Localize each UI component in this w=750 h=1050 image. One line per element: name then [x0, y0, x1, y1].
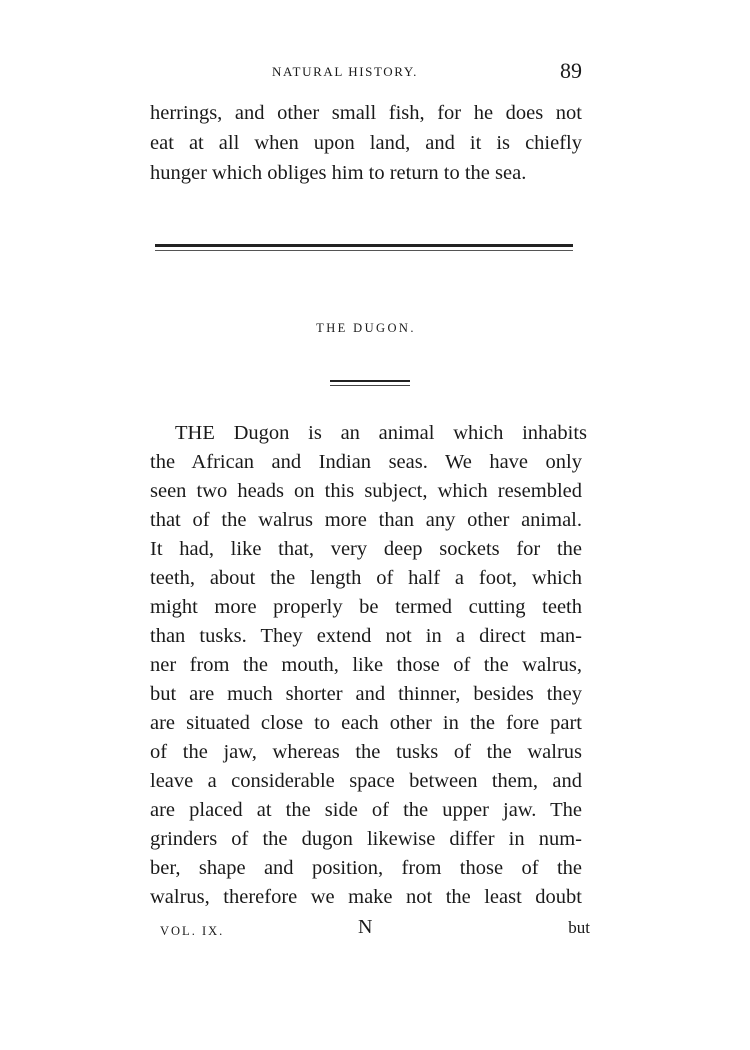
text-line: ber, shape and position, from those of the	[150, 857, 582, 879]
text-line: but are much shorter and thinner, besides they	[150, 683, 582, 705]
text-line: It had, like that, very deep sockets for the	[150, 538, 582, 560]
page-number: 89	[560, 58, 582, 83]
section-divider-rule	[155, 244, 573, 247]
text-line: of the jaw, whereas the tusks of the walrus	[150, 741, 582, 763]
text-line: are placed at the side of the upper jaw. The	[150, 799, 582, 821]
heading-ornament-rule	[330, 380, 410, 382]
text-line: hunger which obliges him to return to the sea.	[150, 162, 527, 184]
text-line-first: THE Dugon is an animal which inhabits	[175, 422, 587, 444]
text-line: might more properly be termed cutting teeth	[150, 596, 582, 618]
text-line: leave a considerable space between them, and	[150, 770, 582, 792]
text-line: eat at all when upon land, and it is chiefly	[150, 132, 582, 154]
running-head	[150, 58, 590, 84]
section-heading: THE DUGON.	[316, 321, 416, 335]
running-title: NATURAL HISTORY.	[272, 64, 418, 79]
text-line: teeth, about the length of half a foot, which	[150, 567, 582, 589]
text-line: the African and Indian seas. We have only	[150, 451, 582, 473]
text-line: are situated close to each other in the fore part	[150, 712, 582, 734]
volume-signature: VOL. IX.	[160, 924, 225, 938]
text-line: seen two heads on this subject, which resembled	[150, 480, 582, 502]
text-line: herrings, and other small fish, for he does not	[150, 102, 582, 124]
text-line: that of the walrus more than any other animal.	[150, 509, 582, 531]
text-line: than tusks. They extend not in a direct man-	[150, 625, 582, 647]
signature-mark: N	[358, 916, 373, 938]
text-line: grinders of the dugon likewise differ in num-	[150, 828, 582, 850]
page-footer	[150, 918, 590, 942]
catchword: but	[568, 918, 590, 937]
heading-ornament-rule-thin	[330, 385, 410, 386]
text-line: ner from the mouth, like those of the walrus,	[150, 654, 582, 676]
text-line: walrus, therefore we make not the least doubt	[150, 886, 582, 908]
section-divider-rule-thin	[155, 250, 573, 251]
